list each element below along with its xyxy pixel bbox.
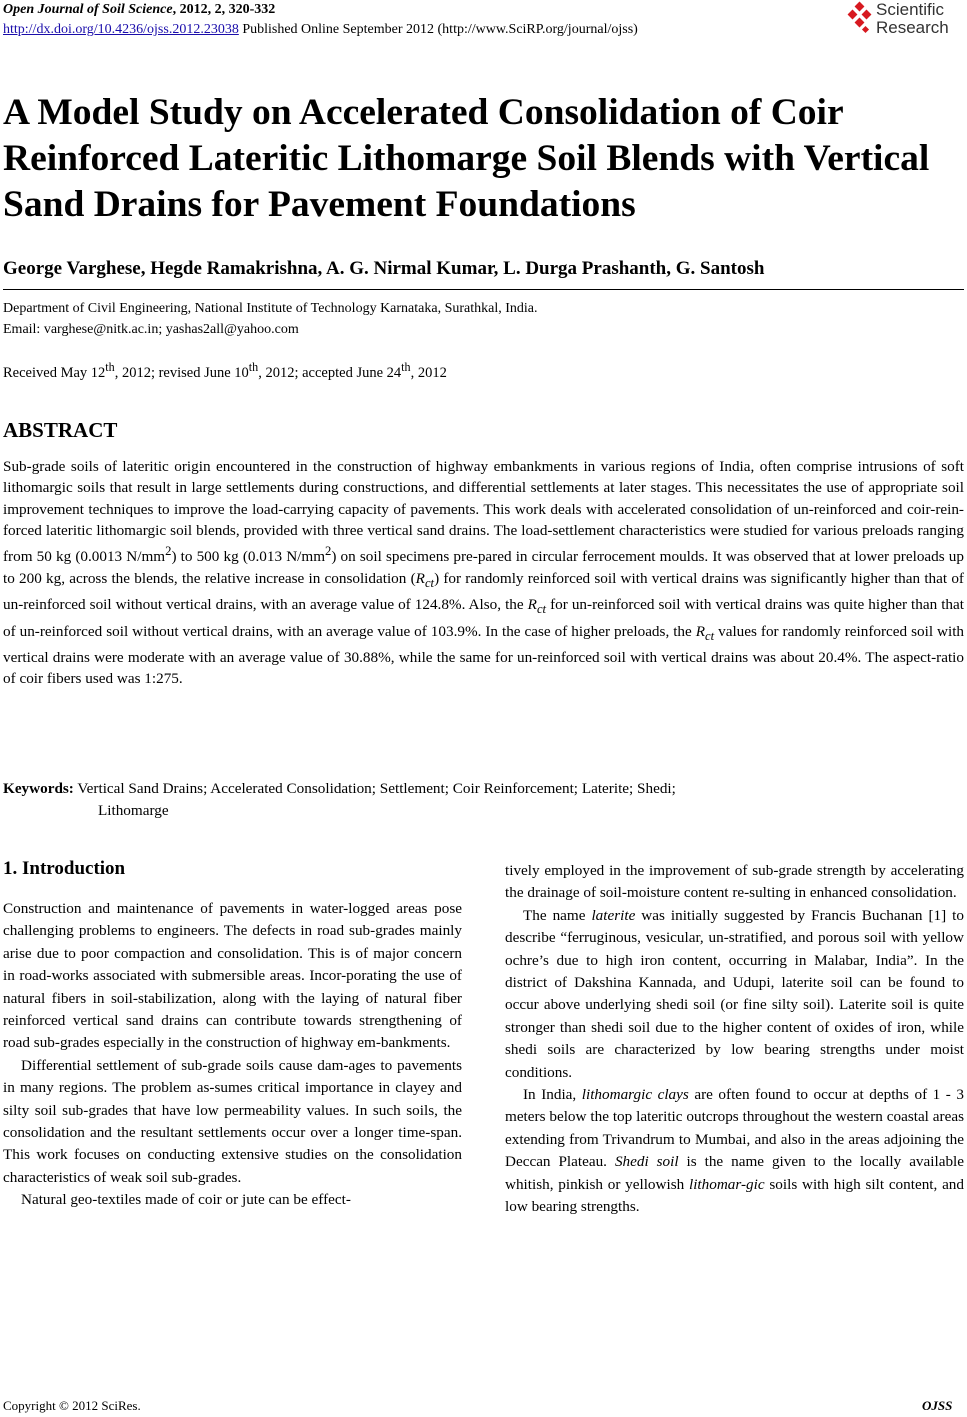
keywords-list-cont: Lithomarge: [98, 802, 169, 819]
abstract-body: [3, 456, 964, 690]
term-lithomargic-clays: lithomargic clays: [581, 1086, 689, 1104]
affiliation-block: [3, 298, 538, 340]
subscript-ct: ct: [536, 602, 547, 617]
journal-name: Open Journal of Soil Science: [3, 2, 173, 17]
symbol-r: R: [415, 569, 425, 587]
text: The name: [523, 906, 592, 924]
superscript: th: [401, 360, 411, 374]
year-text: , 2012: [410, 364, 447, 381]
copyright: Copyright © 2012 SciRes.: [3, 1398, 141, 1413]
received-text: Received May 12: [3, 364, 106, 381]
text: In India,: [523, 1086, 582, 1104]
paragraph: tively employed in the improvement of sub-grade strength by accelerating the drainage of soil-moisture content re-sulting in enhanced consolidation.: [505, 862, 964, 902]
superscript: th: [248, 360, 259, 374]
abstract-text: ) on soil specimens pre-pared in circular ferrocement moulds. It was observed that at lower preloads up to 200 kg, across the blends, the relative increase in consolidation (: [3, 548, 964, 587]
email: Email: varghese@nitk.ac.in; yashas2all@yahoo.com: [3, 322, 299, 337]
abstract-text: values for randomly reinforced soil with vertical drains were moderate with an average value of 30.88%, while the same for un-reinforced soil with vertical drains was about 20.4%. The aspect-ratio of coir fibers used was 1:275.: [3, 622, 965, 688]
left-column: [3, 898, 462, 1212]
received-dates: [3, 360, 447, 382]
accepted-text: , 2012; accepted June 24: [258, 364, 402, 381]
logo-icon: [846, 1, 876, 39]
paragraph: Differential settlement of sub-grade soils cause dam-ages to pavements in many regions. The problem as-sumes critical importance in clayey and silty soil sub-grades that have low permeability values. In such soils, the consolidation and the resultant settlements occur over a longer time-span. This work focuses on conducting extensive studies on the consolidation characteristics of weak soil sub-grades.: [3, 1056, 462, 1186]
right-column: [505, 860, 964, 1219]
text: was initially suggested by Francis Buchanan [1] to describe “ferruginous, vesicular, un-stratified, and porous soil with yellow ochre’s due to high iron content, occurring in Malabar, India”. In the district of Dakshina Kannada, and Udupi, laterite soil can be found to occur above underlying shedi soil (or fine silty soil). Laterite soil is quite stronger than shedi soil due to the higher content of oxides of iron, while shedi soils are characterized by low bearing strengths under moist conditions.: [505, 906, 964, 1081]
superscript: 2: [325, 544, 332, 559]
text: is the name given to the locally available whitish, pinkish or yellowish: [505, 1153, 965, 1193]
abstract-text: for un-reinforced soil with vertical drains was quite higher than that of un-reinforced soil without vertical drains, with an average value of 103.9%. In the case of higher preloads, the: [3, 596, 964, 640]
published-info: Published Online September 2012 (http://www.SciRP.org/journal/ojss): [238, 22, 638, 37]
subscript-ct: ct: [424, 575, 435, 590]
authors: George Varghese, Hegde Ramakrishna, A. G. Nirmal Kumar, L. Durga Prashanth, G. Santosh: [3, 258, 765, 279]
abstract-text: Sub-grade soils of lateritic origin encountered in the construction of highway embankments in various regions of India, often comprise intrusions of soft lithomargic soils that result in large settlements during constructions, and differential settlements at later stages. This necessitates the use of appropriate soil improvement techniques to improve the load-carrying capacity of pavements. This work deals with accelerated consolidation of un-reinforced and coir-rein-forced lateritic lithomargic soil blends, provided with three vertical sand drains. The load-settlement characteristics were studied for various preloads ranging from 50 kg (0.0013 N/mm: [3, 458, 964, 566]
revised-text: , 2012; revised June 10: [114, 364, 249, 381]
title-divider: [3, 289, 964, 290]
paragraph: Construction and maintenance of pavements in water-logged areas pose challenging problems to engineers. The defects in road sub-grades mainly arise due to poor compaction and consolidation. This is of major concern in road-works associated with submersible areas. Incor-porating the use of natural fibers in soil-stabilization, along with the laying of natural fiber reinforced vertical sand drains can contribute towards strengthening of road sub-grades especially in the construction of highway em-bankments.: [3, 900, 462, 1052]
volume-info: , 2012, 2, 320-332: [172, 2, 276, 17]
section-heading-introduction: 1. Introduction: [3, 858, 126, 879]
keywords-label: Keywords:: [3, 780, 74, 797]
affiliation: Department of Civil Engineering, National Institute of Technology Karnataka, Surathkal, India.: [3, 301, 538, 316]
paragraph: [505, 905, 964, 1084]
paragraph: [505, 1084, 964, 1218]
journal-abbreviation: OJSS: [922, 1398, 953, 1413]
abstract-text: ) to 500 kg (0.013 N/mm: [171, 548, 326, 566]
paragraph: Natural geo-textiles made of coir or jute can be effect-: [21, 1191, 351, 1209]
superscript: 2: [165, 544, 172, 559]
term-lithomargic: lithomar-gic: [688, 1175, 765, 1193]
keywords: [3, 778, 964, 822]
journal-header: [3, 2, 275, 18]
superscript: th: [105, 360, 115, 374]
term-laterite: laterite: [591, 906, 636, 924]
keywords-list: Vertical Sand Drains; Accelerated Consolidation; Settlement; Coir Reinforcement; Laterite; Shedi;: [73, 780, 676, 797]
symbol-r: R: [527, 596, 537, 614]
symbol-r: R: [695, 622, 706, 640]
logo-line-2: Research: [876, 18, 949, 37]
scientific-research-logo: [846, 1, 966, 41]
abstract-text: ) for randomly reinforced soil with vertical drains was significantly higher than that of un-reinforced soil without vertical drains, with an average value of 124.8%. Also, the: [3, 569, 964, 614]
text: are often found to occur at depths of 1 - 3 meters below the top lateritic outcrops throughout the western coastal areas extending from Trivandrum to Mumbai, and also in the areas adjoining the Deccan Plateau.: [505, 1086, 965, 1171]
abstract-heading: ABSTRACT: [3, 418, 118, 442]
text: soils with high silt content, and low bearing strengths.: [505, 1175, 964, 1216]
doi-link[interactable]: http://dx.doi.org/10.4236/ojss.2012.23038: [3, 22, 239, 37]
subscript-ct: ct: [705, 628, 715, 643]
doi-line: [3, 22, 638, 38]
logo-line-1: Scientific: [876, 0, 945, 19]
term-shedi-soil: Shedi soil: [614, 1153, 679, 1171]
paper-title: A Model Study on Accelerated Consolidation of Coir Reinforced Lateritic Lithomarge Soil Blends with Vertical Sand Drains for Pavement Foundations: [3, 92, 930, 225]
